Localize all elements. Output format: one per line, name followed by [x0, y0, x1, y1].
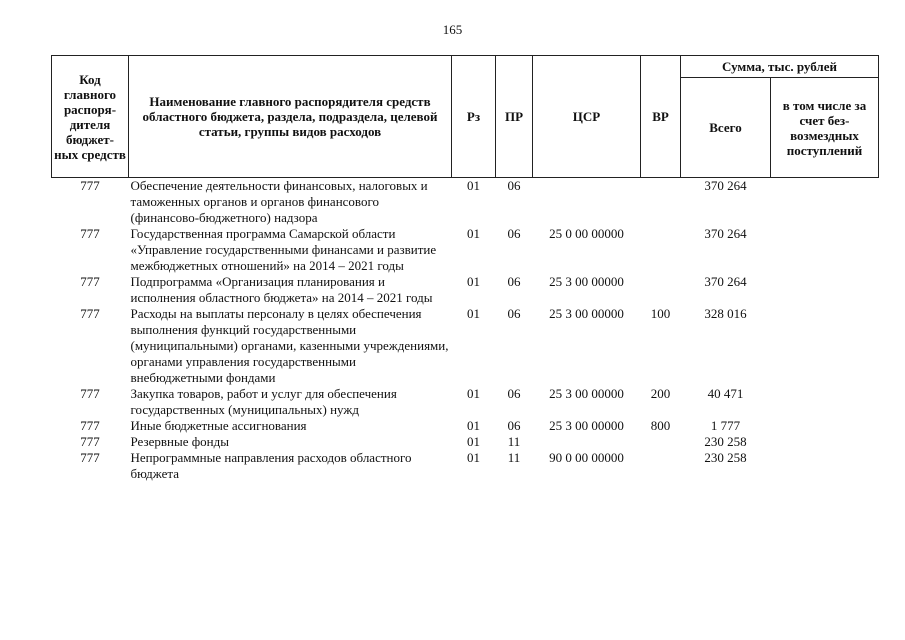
table-row — [52, 450, 879, 482]
header-sum: Сумма, тыс. рублей — [681, 56, 879, 78]
cell-name: Непрограммные направления расходов областного бюджета — [130, 450, 412, 481]
cell-name: Иные бюджетные ассигнования — [130, 418, 307, 433]
cell-rz: 01 — [467, 274, 480, 289]
cell-pr: 06 — [507, 306, 521, 321]
cell-rz: 01 — [467, 434, 480, 449]
cell-code: 777 — [80, 418, 100, 433]
cell-code: 777 — [80, 450, 100, 465]
cell-vr: 200 — [650, 386, 671, 401]
cell-total: 328 016 — [704, 306, 747, 321]
cell-vr — [641, 178, 681, 227]
table-row — [52, 226, 879, 274]
page-number: 165 — [442, 22, 463, 37]
header-free: в том числе за счет без-возмездных поступлений — [771, 78, 879, 178]
table-row — [52, 306, 879, 386]
cell-code: 777 — [80, 178, 100, 193]
cell-vr — [641, 274, 681, 306]
cell-total: 370 264 — [704, 274, 747, 289]
cell-total: 230 258 — [704, 434, 747, 449]
cell-name: Расходы на выплаты персоналу в целях обеспечения выполнения функций государственными (муниципальными) органами, казенными учреждениями, органами управления государственными внебюджетными фондами — [130, 306, 449, 385]
cell-pr: 11 — [507, 434, 521, 449]
header-csr: ЦСР — [533, 56, 641, 178]
cell-free — [771, 226, 879, 274]
table-row — [52, 434, 879, 450]
cell-rz: 01 — [467, 386, 480, 401]
cell-code: 777 — [80, 386, 100, 401]
cell-free — [771, 434, 879, 450]
cell-csr: 25 3 00 00000 — [549, 306, 624, 321]
cell-pr: 06 — [507, 178, 521, 193]
cell-name: Подпрограмма «Организация планирования и исполнения областного бюджета» на 2014 – 2021 годы — [130, 274, 433, 305]
cell-name: Закупка товаров, работ и услуг для обеспечения государственных (муниципальных) нужд — [130, 386, 397, 417]
cell-code: 777 — [80, 226, 100, 241]
table-row — [52, 418, 879, 434]
cell-pr: 06 — [507, 418, 521, 433]
cell-code: 777 — [80, 274, 100, 289]
cell-name: Резервные фонды — [130, 434, 229, 449]
header-vr: ВР — [641, 56, 681, 178]
cell-pr: 11 — [507, 450, 521, 465]
cell-code: 777 — [80, 306, 100, 321]
cell-pr: 06 — [507, 226, 521, 241]
cell-csr: 25 3 00 00000 — [549, 418, 624, 433]
cell-free — [771, 306, 879, 386]
cell-rz: 01 — [467, 178, 480, 193]
header-code: Код главного распоря-дителя бюджет-ных средств — [52, 56, 129, 178]
cell-csr: 25 3 00 00000 — [549, 274, 624, 289]
cell-name: Обеспечение деятельности финансовых, налоговых и таможенных органов и органов финансового (финансово-бюджетного) надзора — [130, 178, 428, 225]
cell-csr: 90 0 00 00000 — [549, 450, 624, 465]
cell-csr — [533, 178, 641, 227]
cell-csr: 25 3 00 00000 — [549, 386, 624, 401]
cell-total: 40 471 — [707, 386, 744, 401]
cell-rz: 01 — [467, 450, 480, 465]
header-total: Всего — [681, 78, 771, 178]
cell-rz: 01 — [467, 306, 480, 321]
cell-vr: 100 — [650, 306, 671, 321]
cell-vr — [641, 434, 681, 450]
budget-table — [51, 55, 879, 482]
header-pr: ПР — [496, 56, 533, 178]
cell-total: 1 777 — [710, 418, 741, 433]
cell-free — [771, 418, 879, 434]
table-row — [52, 178, 879, 227]
cell-total: 370 264 — [704, 178, 747, 193]
cell-rz: 01 — [467, 418, 480, 433]
table-row — [52, 274, 879, 306]
cell-total: 230 258 — [704, 450, 747, 465]
cell-name: Государственная программа Самарской области «Управление государственными финансами и развитие межбюджетных отношений» на 2014 – 2021 годы — [130, 226, 437, 273]
cell-free — [771, 178, 879, 227]
table-row — [52, 386, 879, 418]
cell-free — [771, 274, 879, 306]
cell-free — [771, 450, 879, 482]
table-body — [52, 178, 879, 483]
cell-pr: 06 — [507, 386, 521, 401]
cell-vr — [641, 450, 681, 482]
cell-total: 370 264 — [704, 226, 747, 241]
cell-vr: 800 — [650, 418, 671, 433]
cell-code: 777 — [80, 434, 100, 449]
header-rz: Рз — [452, 56, 496, 178]
cell-csr: 25 0 00 00000 — [549, 226, 624, 241]
cell-csr — [533, 434, 641, 450]
header-name: Наименование главного распорядителя средств областного бюджета, раздела, подраздела, целевой статьи, группы видов расходов — [129, 56, 452, 178]
cell-pr: 06 — [507, 274, 521, 289]
cell-vr — [641, 226, 681, 274]
cell-rz: 01 — [467, 226, 480, 241]
cell-free — [771, 386, 879, 418]
